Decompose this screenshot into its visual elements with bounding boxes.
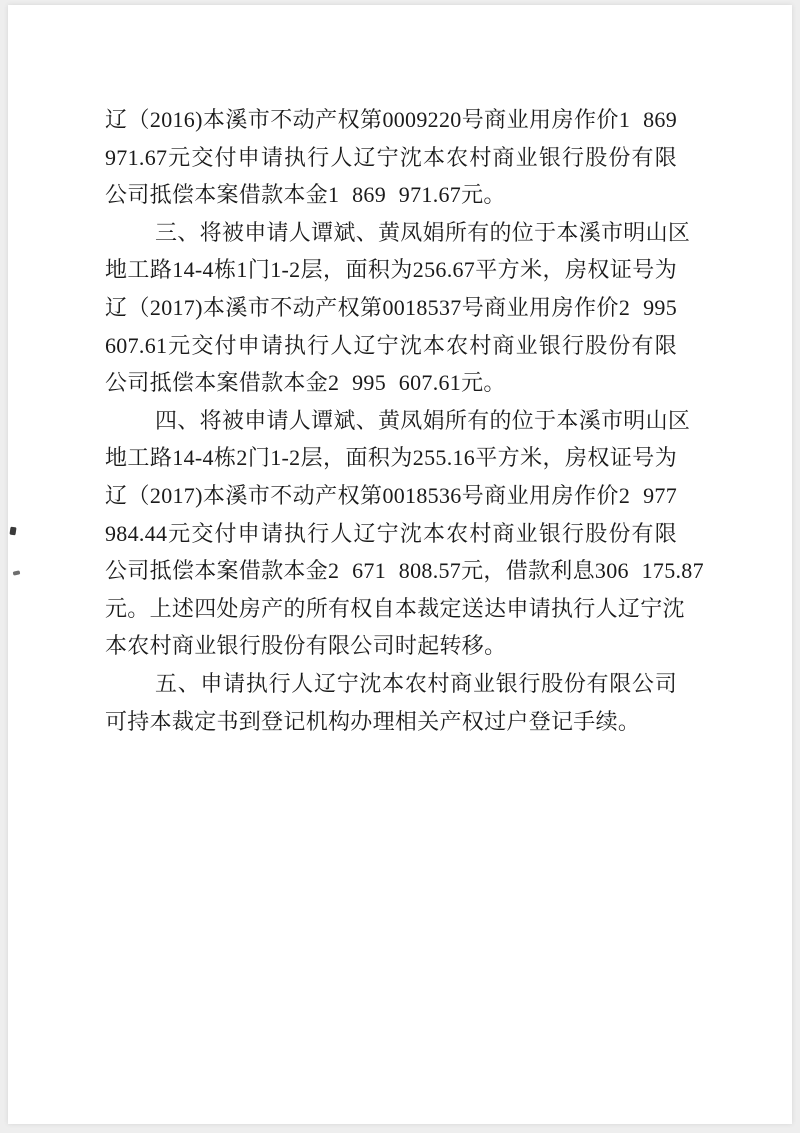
ruling-body-text	[105, 101, 704, 740]
document-line: 607.61元交付申请执行人辽宁沈本农村商业银行股份有限	[105, 332, 677, 358]
document-line: 五、申请执行人辽宁沈本农村商业银行股份有限公司	[155, 670, 677, 696]
paragraph-continuation	[105, 101, 685, 214]
paragraph-item-five	[105, 665, 685, 740]
document-line: 三、将被申请人谭斌、黄凤娟所有的位于本溪市明山区	[155, 219, 691, 245]
document-line: 公司抵偿本案借款本金1 869 971.67元。	[105, 182, 506, 208]
document-line: 四、将被申请人谭斌、黄凤娟所有的位于本溪市明山区	[155, 407, 691, 433]
ink-speck	[9, 527, 16, 536]
paper-page	[8, 5, 792, 1124]
paragraph-item-three	[105, 214, 691, 402]
document-line: 可持本裁定书到登记机构办理相关产权过户登记手续。	[105, 708, 641, 734]
document-line: 971.67元交付申请执行人辽宁沈本农村商业银行股份有限	[105, 144, 677, 170]
paragraph-item-four	[105, 402, 704, 665]
document-line: 元。上述四处房产的所有权自本裁定送达申请执行人辽宁沈	[105, 595, 685, 621]
document-line: 公司抵偿本案借款本金2 671 808.57元，借款利息306 175.87	[105, 558, 704, 584]
document-line: 辽（2017)本溪市不动产权第0018536号商业用房作价2 977	[105, 482, 677, 508]
document-line: 984.44元交付申请执行人辽宁沈本农村商业银行股份有限	[105, 520, 677, 546]
document-line: 地工路14-4栋1门1-2层，面积为256.67平方米，房权证号为	[105, 257, 677, 283]
document-line: 辽（2016)本溪市不动产权第0009220号商业用房作价1 869	[105, 107, 677, 132]
document-line: 地工路14-4栋2门1-2层，面积为255.16平方米，房权证号为	[105, 445, 677, 471]
document-line: 辽（2017)本溪市不动产权第0018537号商业用房作价2 995	[105, 294, 677, 320]
document-line: 本农村商业银行股份有限公司时起转移。	[105, 633, 507, 659]
document-line: 公司抵偿本案借款本金2 995 607.61元。	[105, 370, 506, 396]
